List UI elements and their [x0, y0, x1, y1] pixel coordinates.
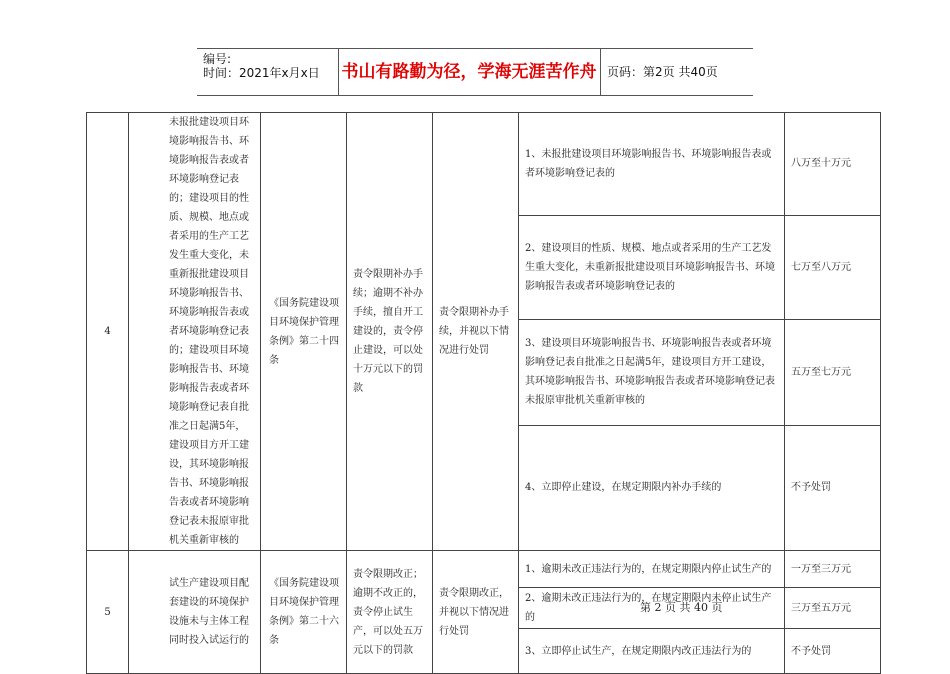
penalty-table [86, 112, 881, 674]
amount-cell: 八万至十万元 [785, 113, 881, 216]
table-row [87, 113, 881, 216]
principle-cell: 责令限期改正，并视以下情况进行处罚 [433, 551, 519, 674]
circumstance-cell: 2、逾期未改正违法行为的，在规定期限内未停止试生产的 [519, 588, 785, 629]
amount-cell: 七万至八万元 [785, 215, 881, 319]
document-number-label: 编号: [203, 52, 232, 66]
header-page-label: 页码：第2页 共40页 [607, 65, 718, 79]
amount-cell: 不予处罚 [785, 425, 881, 550]
violation-cell: 未报批建设项目环境影响报告书、环境影响报告表或者环境影响登记表的；建设项目的性质、规模、地点或者采用的生产工艺发生重大变化，未重新报批建设项目环境影响报告书、环境影响报告表或者环境影响登记表的；建设项目环境影响报告书、环境影响报告表或者环境影响登记表自批准之日起满5年，建设项目方开工建设，其环境影响报告书、环境影响报告表或者环境影响登记表未报原审批机关重新审核的 [129, 113, 261, 551]
header-meta [197, 49, 339, 95]
circumstance-cell: 3、建设项目环境影响报告书、环境影响报告表或者环境影响登记表自批准之日起满5年，建设项目方开工建设，其环境影响报告书、环境影响报告表或者环境影响登记表未报原审批机关重新审核的 [519, 320, 785, 426]
circumstance-cell: 2、建设项目的性质、规模、地点或者采用的生产工艺发生重大变化，未重新报批建设项目环境影响报告书、环境影响报告表或者环境影响登记表的 [519, 215, 785, 319]
page-header [197, 48, 753, 96]
amount-cell: 三万至五万元 [785, 588, 881, 629]
principle-cell: 责令限期补办手续，并视以下情况进行处罚 [433, 113, 519, 551]
amount-cell: 五万至七万元 [785, 320, 881, 426]
penalty-cell: 责令限期改正；逾期不改正的，责令停止试生产，可以处五万元以下的罚款 [347, 551, 433, 674]
header-motto: 书山有路勤为径，学海无涯苦作舟 [338, 49, 601, 95]
circumstance-cell: 3、立即停止试生产，在规定期限内改正违法行为的 [519, 629, 785, 674]
circumstance-cell: 1、未报批建设项目环境影响报告书、环境影响报告表或者环境影响登记表的 [519, 113, 785, 216]
row-number-cell: 4 [87, 113, 129, 551]
table-row [87, 551, 881, 588]
legal-basis-cell: 《国务院建设项目环境保护管理条例》第二十四条 [261, 113, 347, 551]
document-time-label: 时间：2021年x月x日 [203, 66, 320, 80]
penalty-cell: 责令限期补办手续；逾期不补办手续，擅自开工建设的，责令停止建设，可以处十万元以下的罚款 [347, 113, 433, 551]
row-number-cell: 5 [87, 551, 129, 674]
violation-cell: 试生产建设项目配套建设的环境保护设施未与主体工程同时投入试运行的 [129, 551, 261, 674]
page-footer: 第 2 页 共 40 页 [640, 601, 723, 614]
legal-basis-cell: 《国务院建设项目环境保护管理条例》第二十六条 [261, 551, 347, 674]
circumstance-cell: 1、逾期未改正违法行为的，在规定期限内停止试生产的 [519, 551, 785, 588]
amount-cell: 不予处罚 [785, 629, 881, 674]
circumstance-cell: 4、立即停止建设，在规定期限内补办手续的 [519, 425, 785, 550]
amount-cell: 一万至三万元 [785, 551, 881, 588]
